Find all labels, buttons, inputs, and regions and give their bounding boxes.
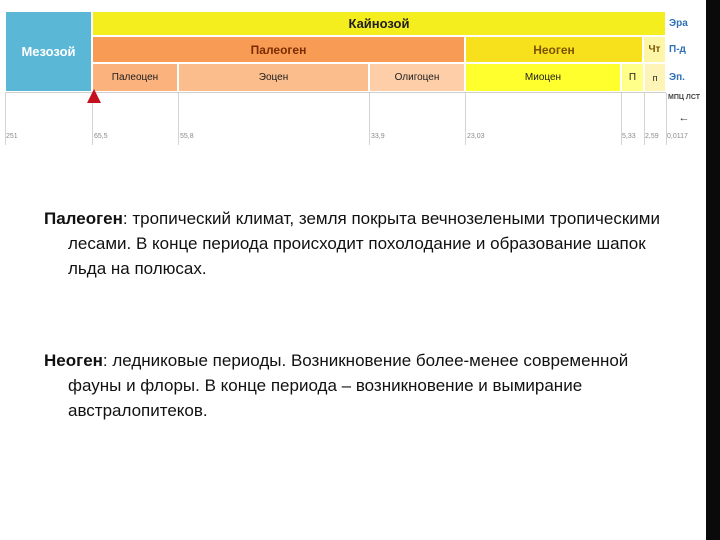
tick-line xyxy=(465,93,466,145)
neogene-term: Неоген xyxy=(44,351,103,370)
left-arrow-icon: ← xyxy=(678,112,690,124)
timeline-baseline xyxy=(5,92,666,93)
header-epoch: Эп. xyxy=(666,63,700,92)
age-label: 251 xyxy=(6,133,18,140)
epoch-paleocene: Палеоцен xyxy=(92,63,178,92)
era-mezozoic: Мезозой xyxy=(5,11,92,92)
age-label: 55,8 xyxy=(180,133,194,140)
tick-line xyxy=(178,93,179,145)
age-label: 33,9 xyxy=(371,133,385,140)
paleogene-paragraph xyxy=(44,206,664,281)
age-label: 0,0117 xyxy=(667,133,688,140)
header-era: Эра xyxy=(666,11,700,36)
present-label: МПЦ ЛСТ xyxy=(668,94,700,101)
header-period: П-д xyxy=(666,36,700,63)
geologic-timescale xyxy=(5,11,700,149)
paleogene-description: : тропический климат, земля покрыта вечнозелеными тропическими лесами. В конце периода происходит похолодание и образование шапок льда на полюсах. xyxy=(68,209,660,278)
neogene-description: : ледниковые периоды. Возникновение более-менее современной фауны и флоры. В конце периода – возникновение и вымирание австралопитеков. xyxy=(68,351,629,420)
age-label: 2,59 xyxy=(645,133,659,140)
period-neogene: Неоген xyxy=(465,36,643,63)
epoch-pliocene: П xyxy=(621,63,644,92)
boundary-marker-icon xyxy=(87,89,101,103)
paleogene-term: Палеоген xyxy=(44,209,123,228)
period-paleogene: Палеоген xyxy=(92,36,465,63)
epoch-oligocene: Олигоцен xyxy=(369,63,465,92)
age-label: 5,33 xyxy=(622,133,636,140)
epoch-pleistocene: п xyxy=(644,63,666,92)
period-quaternary: Чт xyxy=(643,36,666,63)
epoch-miocene: Миоцен xyxy=(465,63,621,92)
age-label: 65,5 xyxy=(94,133,108,140)
age-label: 23,03 xyxy=(467,133,485,140)
tick-line xyxy=(369,93,370,145)
epoch-eocene: Эоцен xyxy=(178,63,369,92)
era-cenozoic: Кайнозой xyxy=(92,11,666,36)
slide-side-bar xyxy=(706,0,720,540)
neogene-paragraph xyxy=(44,348,664,423)
